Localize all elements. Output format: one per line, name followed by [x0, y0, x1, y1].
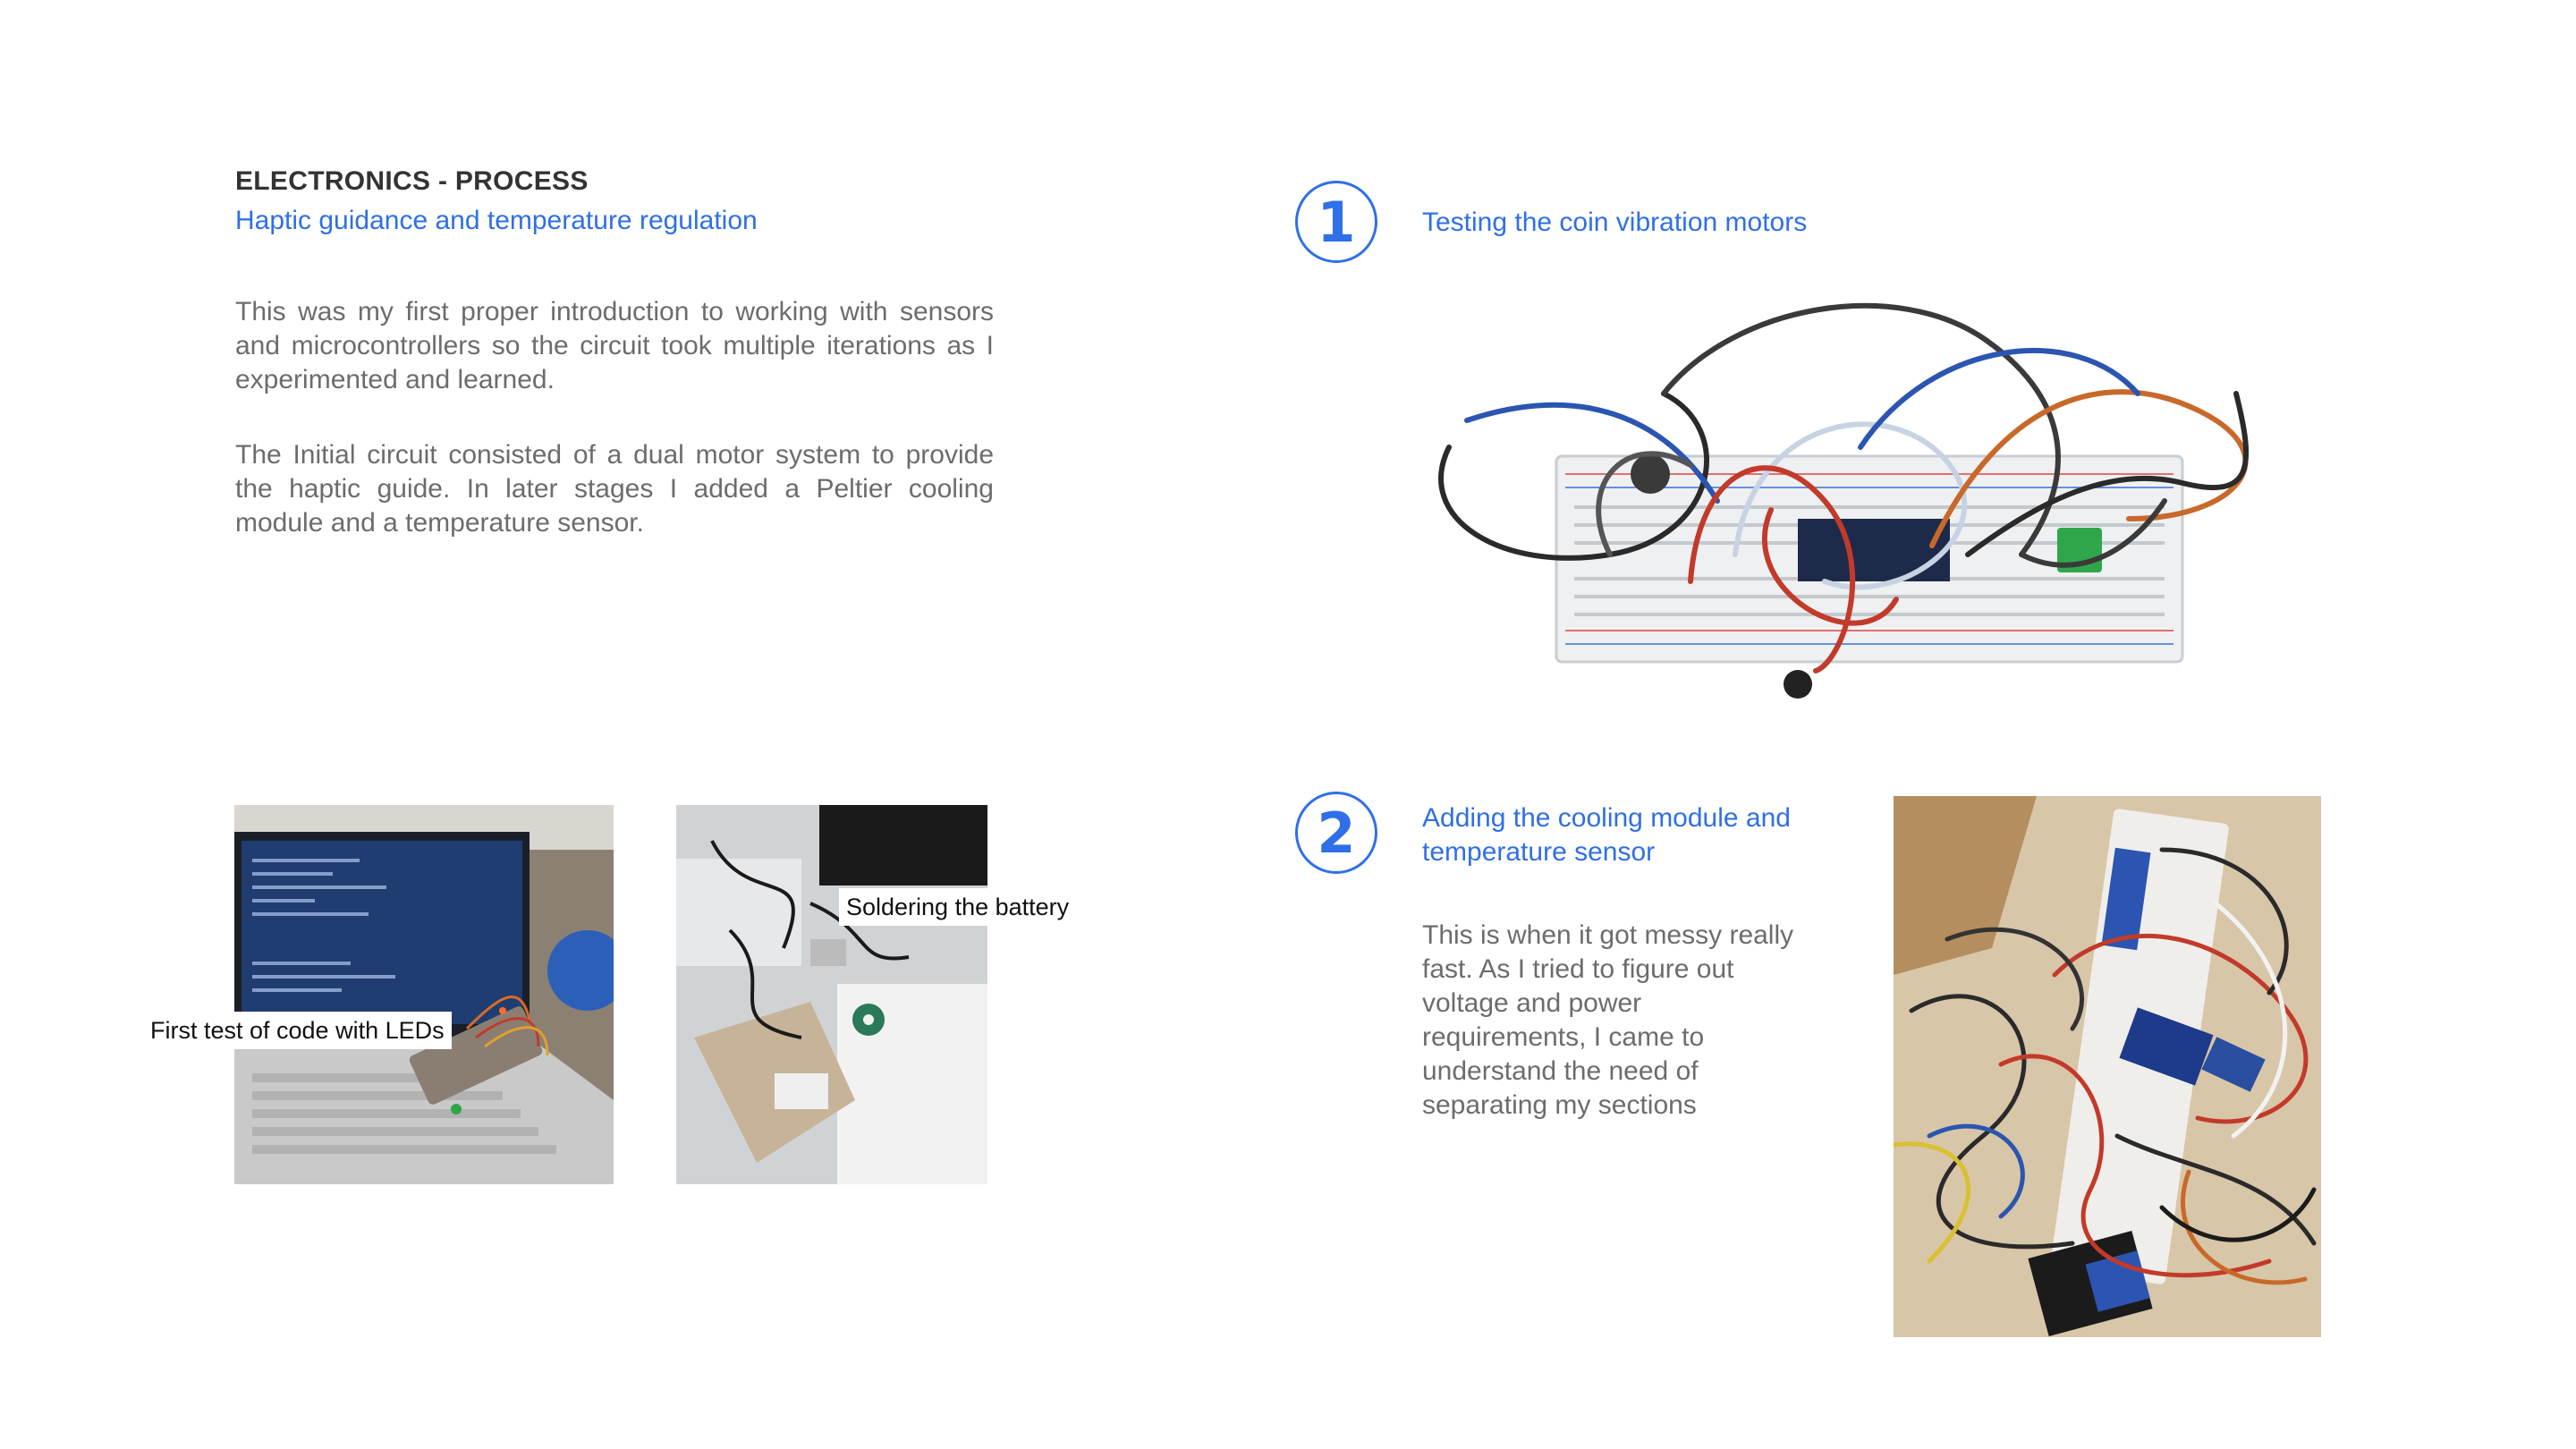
soldering-battery-photo: [676, 805, 987, 1184]
step-2-title: Adding the cooling module and temperature sensor: [1422, 803, 1791, 867]
step-2-description: This is when it got messy really fast. As I tried to figure out voltage and power requirements, I came to understand the need of separating my sections: [1422, 920, 1794, 1120]
step-2-number-badge: 2: [1295, 792, 1377, 874]
step-1-title: Testing the coin vibration motors: [1422, 208, 1808, 237]
breadboard-motors-photo: [1395, 286, 2272, 716]
section-subtitle: Haptic guidance and temperature regulation: [235, 206, 758, 235]
caption-first-test-leds: First test of code with LEDs: [143, 1012, 452, 1049]
step-1-number-badge: 1: [1295, 181, 1377, 263]
intro-paragraph-2: The Initial circuit consisted of a dual motor system to provide the haptic guide. In later stages I added a Peltier cooling module and a temperature sensor.: [235, 440, 994, 538]
section-title: ELECTRONICS - PROCESS: [235, 166, 589, 196]
intro-paragraph-1: This was my first proper introduction to working with sensors and microcontrollers so the circuit took multiple iterations as I experimented and learned.: [235, 297, 994, 394]
laptop-leds-illustration: [234, 805, 614, 1184]
cooling-module-photo: [1894, 796, 2321, 1337]
cooling-module-illustration: [1894, 796, 2321, 1337]
soldering-battery-illustration: [676, 805, 987, 1184]
laptop-leds-photo: [234, 805, 614, 1184]
breadboard-motors-illustration: [1395, 286, 2272, 716]
caption-soldering-battery: Soldering the battery: [839, 888, 1076, 926]
